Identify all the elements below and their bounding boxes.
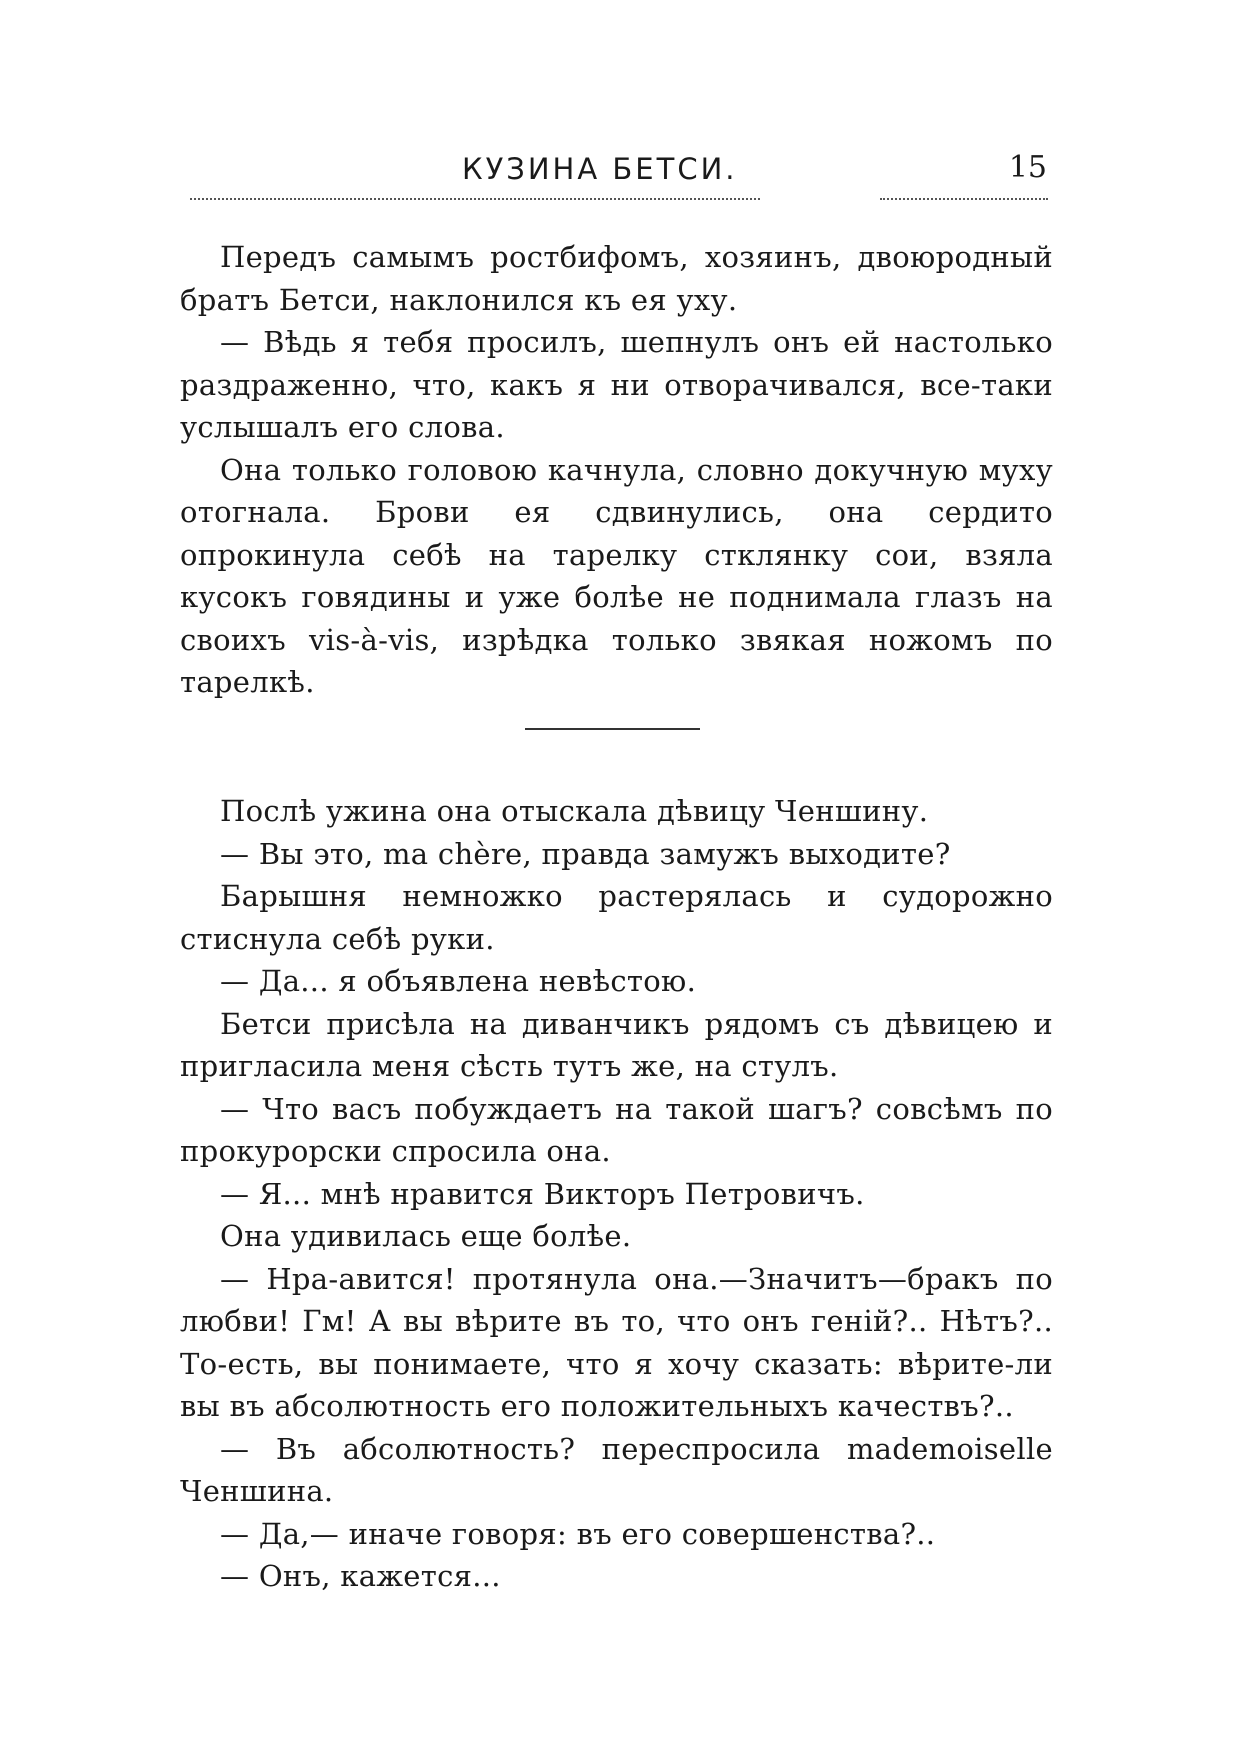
paragraph: — Я... мнѣ нравится Викторъ Петровичъ. bbox=[220, 1176, 865, 1211]
page-header bbox=[180, 148, 1053, 198]
paragraph: — Да... я объявлена невѣстою. bbox=[220, 964, 697, 998]
paragraph: — Вы это, ma chère, правда замужъ выходите? bbox=[220, 836, 951, 871]
paragraph: Передъ самымъ ростбифомъ, хозяинъ, двоюродный братъ Бетси, наклонился къ ея уху. bbox=[180, 240, 1053, 317]
paragraph: Бетси присѣла на диванчикъ рядомъ съ дѣвицею и пригласила меня сѣсть тутъ же, на стулъ. bbox=[180, 1006, 1053, 1083]
paragraph: — Въ абсолютность? переспросила mademoiselle Ченшина. bbox=[180, 1431, 1053, 1508]
paragraph: Она только головою качнула, словно докучную муху отогнала. Брови ея сдвинулись, она сердито опрокинула себѣ на тарелку стклянку сои, взяла кусокъ говядины и уже болѣе не поднимала глазъ на своихъ vis-à-vis, изрѣдка только звякая ножомъ по тарелкѣ. bbox=[180, 452, 1053, 699]
text-block-lower bbox=[180, 790, 1053, 1598]
section-break-rule bbox=[525, 728, 700, 730]
paragraph: Она удивилась еще болѣе. bbox=[220, 1219, 632, 1253]
text-block-upper bbox=[180, 236, 1053, 704]
paragraph: — Онъ, кажется... bbox=[220, 1559, 501, 1593]
paragraph: Послѣ ужина она отыскала дѣвицу Ченшину. bbox=[220, 794, 929, 828]
paragraph: — Что васъ побуждаетъ на такой шагъ? совсѣмъ по прокурорски спросила она. bbox=[180, 1091, 1053, 1168]
header-rule bbox=[880, 198, 1048, 200]
page-number: 15 bbox=[1008, 150, 1047, 185]
header-rule bbox=[190, 198, 760, 200]
paragraph: Барышня немножко растерялась и судорожно стиснула себѣ руки. bbox=[180, 879, 1053, 956]
paragraph: — Нра-авится! протянула она.—Значитъ—бракъ по любви! Гм! А вы вѣрите въ то, что онъ геній?.. Нѣтъ?.. То-есть, вы понимаете, что я хочу сказать: вѣрите-ли вы въ абсолютность его положительныхъ качествъ?.. bbox=[180, 1261, 1053, 1423]
running-title: КУЗИНА БЕТСИ. bbox=[462, 152, 738, 186]
paragraph: — Вѣдь я тебя просилъ, шепнулъ онъ ей настолько раздраженно, что, какъ я ни отворачивался, все-таки услышалъ его слова. bbox=[180, 325, 1053, 444]
paragraph: — Да,— иначе говоря: въ его совершенства?.. bbox=[220, 1516, 936, 1551]
